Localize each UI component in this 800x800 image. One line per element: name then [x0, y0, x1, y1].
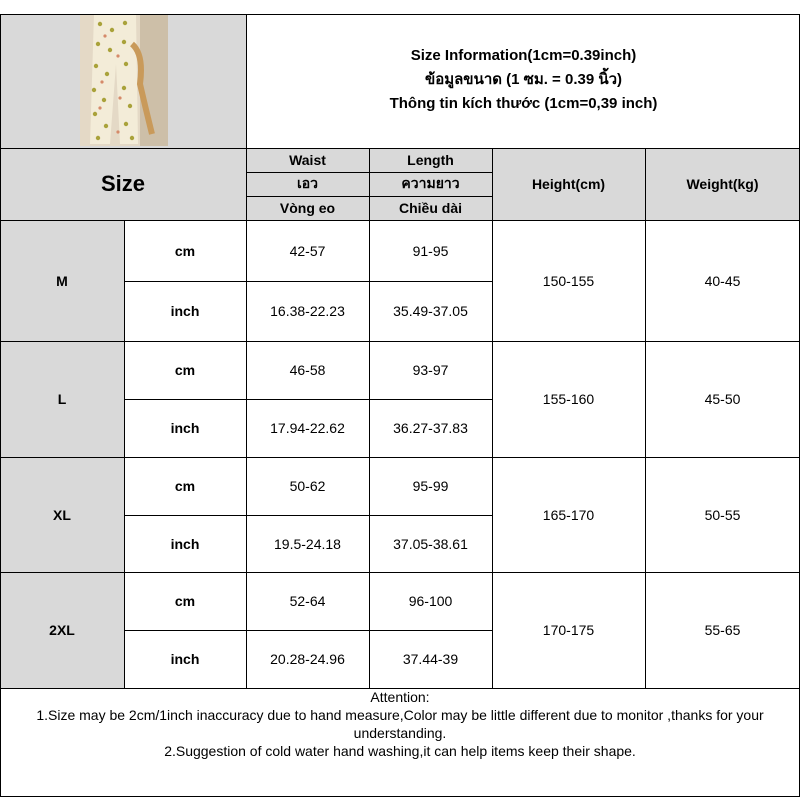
grid-line	[0, 14, 1, 797]
grid-line	[492, 148, 493, 688]
size-header: Size	[100, 171, 146, 196]
title-thai: ข้อมูลขนาด (1 ซม. = 0.39 นิ้ว)	[424, 71, 623, 88]
length-header-en: Length	[407, 152, 454, 168]
length-header-th: ความยาว	[401, 175, 460, 191]
attention-heading: Attention:	[370, 689, 430, 705]
unit-label-inch: inch	[170, 535, 200, 552]
weight-header: Weight(kg)	[686, 176, 759, 192]
title-english: Size Information(1cm=0.39inch)	[410, 46, 637, 64]
waist-cm: 50-62	[289, 478, 326, 494]
unit-label-inch: inch	[170, 420, 200, 436]
height-value: 170-175	[542, 622, 595, 638]
size-label: 2XL	[49, 622, 75, 638]
height-value: 150-155	[542, 272, 595, 289]
waist-inch: 20.28-24.96	[270, 651, 345, 667]
waist-header-en: Waist	[289, 152, 326, 168]
grid-line	[246, 14, 247, 688]
size-label: XL	[53, 506, 71, 523]
length-inch: 36.27-37.83	[393, 420, 468, 436]
grid-line	[124, 630, 492, 631]
note-washing: 2.Suggestion of cold water hand washing,it can help items keep their shape.	[164, 743, 636, 759]
length-cm: 95-99	[412, 478, 449, 494]
waist-cm: 52-64	[289, 593, 326, 609]
length-header-vi: Chiều dài	[398, 200, 462, 216]
attention-notes	[1, 688, 799, 796]
weight-value: 45-50	[704, 391, 741, 407]
length-inch: 37.05-38.61	[393, 535, 468, 552]
length-cm: 93-97	[412, 362, 449, 378]
weight-value: 50-55	[704, 506, 741, 523]
waist-inch: 19.5-24.18	[274, 535, 341, 552]
unit-label-cm: cm	[174, 478, 196, 494]
height-value: 155-160	[542, 391, 595, 407]
grid-line	[124, 220, 125, 688]
note-size-accuracy-cont: understanding.	[353, 725, 447, 741]
grid-line	[645, 148, 646, 688]
grid-line	[124, 515, 492, 516]
grid-line	[0, 796, 800, 797]
grid-line	[0, 14, 800, 15]
unit-label-cm: cm	[174, 362, 196, 378]
grid-line	[124, 399, 492, 400]
grid-line	[0, 341, 800, 342]
grid-line	[0, 572, 800, 573]
length-inch: 37.44-39	[402, 651, 459, 667]
grid-line	[0, 220, 800, 221]
height-value: 165-170	[542, 506, 595, 523]
length-cm: 91-95	[412, 242, 449, 259]
unit-label-inch: inch	[170, 651, 200, 667]
title-vietnamese: Thông tin kích thước (1cm=0,39 inch)	[389, 94, 658, 112]
waist-inch: 16.38-22.23	[270, 303, 345, 319]
grid-line	[124, 281, 492, 282]
waist-inch: 17.94-22.62	[270, 420, 345, 436]
length-inch: 35.49-37.05	[393, 303, 468, 319]
size-label: L	[57, 391, 67, 407]
unit-label-cm: cm	[174, 242, 196, 259]
size-label: M	[56, 272, 68, 289]
unit-label-inch: inch	[170, 303, 200, 319]
unit-label-cm: cm	[174, 593, 196, 609]
grid-line	[369, 148, 370, 688]
pants-illustration	[80, 14, 168, 146]
waist-header-vi: Vòng eo	[279, 200, 336, 216]
weight-value: 40-45	[704, 272, 741, 289]
height-header: Height(cm)	[531, 176, 606, 192]
grid-line	[0, 148, 800, 149]
waist-cm: 46-58	[289, 362, 326, 378]
waist-header-th: เอว	[296, 175, 319, 191]
weight-value: 55-65	[704, 622, 741, 638]
waist-cm: 42-57	[289, 242, 326, 259]
product-photo	[80, 14, 168, 146]
note-size-accuracy: 1.Size may be 2cm/1inch inaccuracy due to hand measure,Color may be little different due to monitor ,thanks for your	[36, 707, 764, 723]
length-cm: 96-100	[408, 593, 453, 609]
grid-line	[0, 457, 800, 458]
